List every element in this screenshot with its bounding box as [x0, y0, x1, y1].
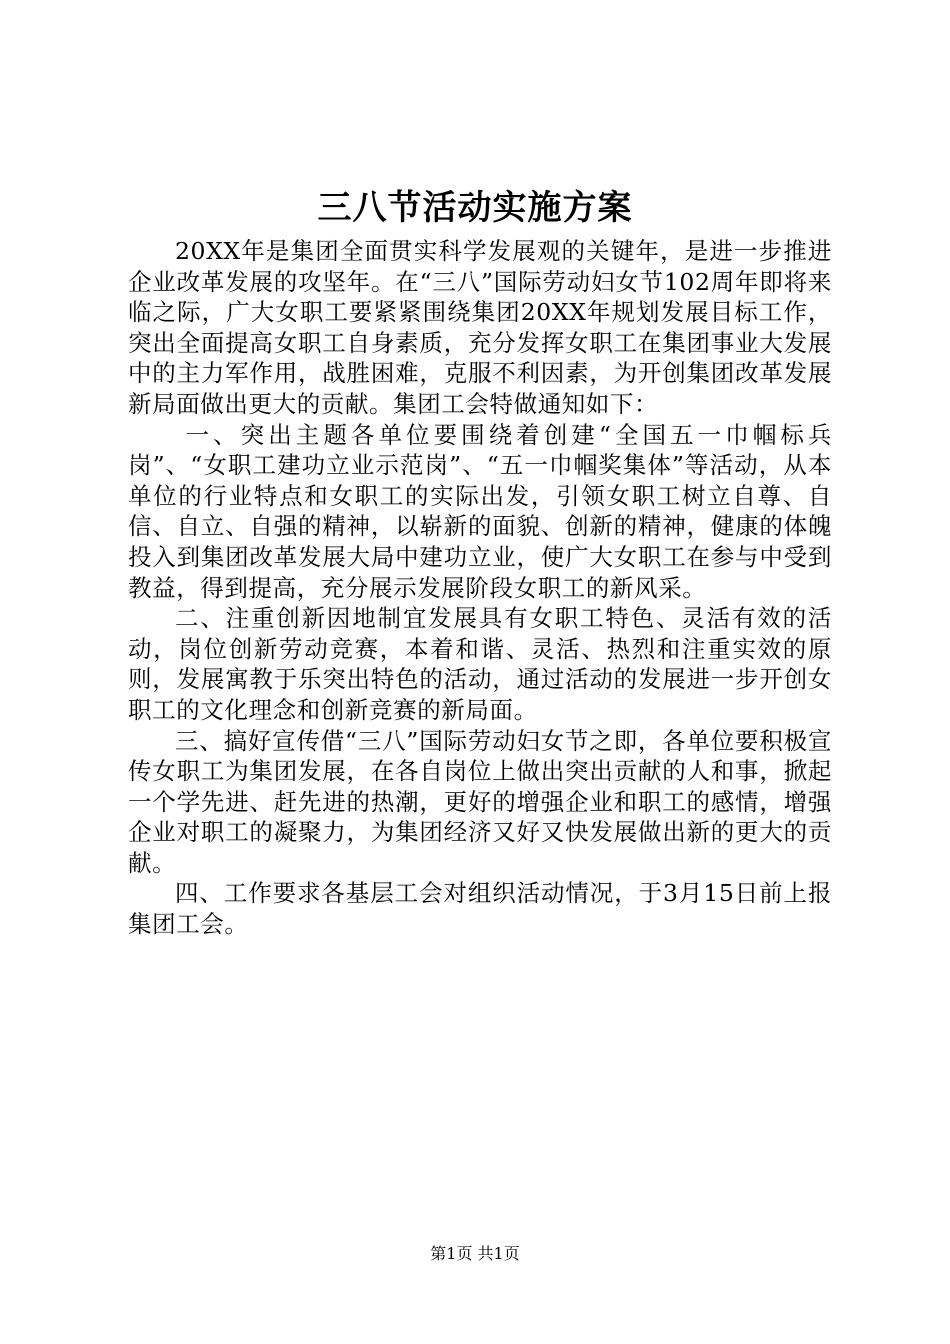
section-1-paragraph: 一、突出主题各单位要围绕着创建“全国五一巾帼标兵岗”、“女职工建功立业示范岗”、“五一巾帼奖集体”等活动，从本单位的行业特点和女职工的实际出发，引领女职工树立自尊、自信、自立、自强的精神，以崭新的面貌、创新的精神，健康的体魄投入到集团改革发展大局中建功立业，使广大女职工在参与中受到教益，得到提高，充分展示发展阶段女职工的新风采。	[128, 420, 832, 602]
document-title: 三八节活动实施方案	[317, 188, 633, 228]
intro-paragraph: 20XX年是集团全面贯实科学发展观的关键年，是进一步推进企业改革发展的攻坚年。在“三八”国际劳动妇女节102周年即将来临之际，广大女职工要紧紧围绕集团20XX年规划发展目标工作，突出全面提高女职工自身素质，充分发挥女职工在集团事业大发展中的主力军作用，战胜困难，克服不利因素，为开创集团改革发展新局面做出更大的贡献。集团工会特做通知如下：	[128, 237, 832, 418]
document-body	[128, 236, 832, 940]
section-4-paragraph: 四、工作要求各基层工会对组织活动情况，于3月15日前上报集团工会。	[128, 879, 832, 939]
page-footer: 第1页 共1页	[430, 1244, 520, 1263]
section-2-paragraph: 二、注重创新因地制宜发展具有女职工特色、灵活有效的活动，岗位创新劳动竞赛，本着和谐、灵活、热烈和注重实效的原则，发展寓教于乐突出特色的活动，通过活动的发展进一步开创女职工的文化理念和创新竞赛的新局面。	[128, 604, 832, 724]
section-3-paragraph: 三、搞好宣传借“三八”国际劳动妇女节之即，各单位要积极宣传女职工为集团发展，在各自岗位上做出突出贡献的人和事，掀起一个学先进、赶先进的热潮，更好的增强企业和职工的感情，增强企业对职工的凝聚力，为集团经济又好又快发展做出新的更大的贡献。	[128, 726, 832, 877]
